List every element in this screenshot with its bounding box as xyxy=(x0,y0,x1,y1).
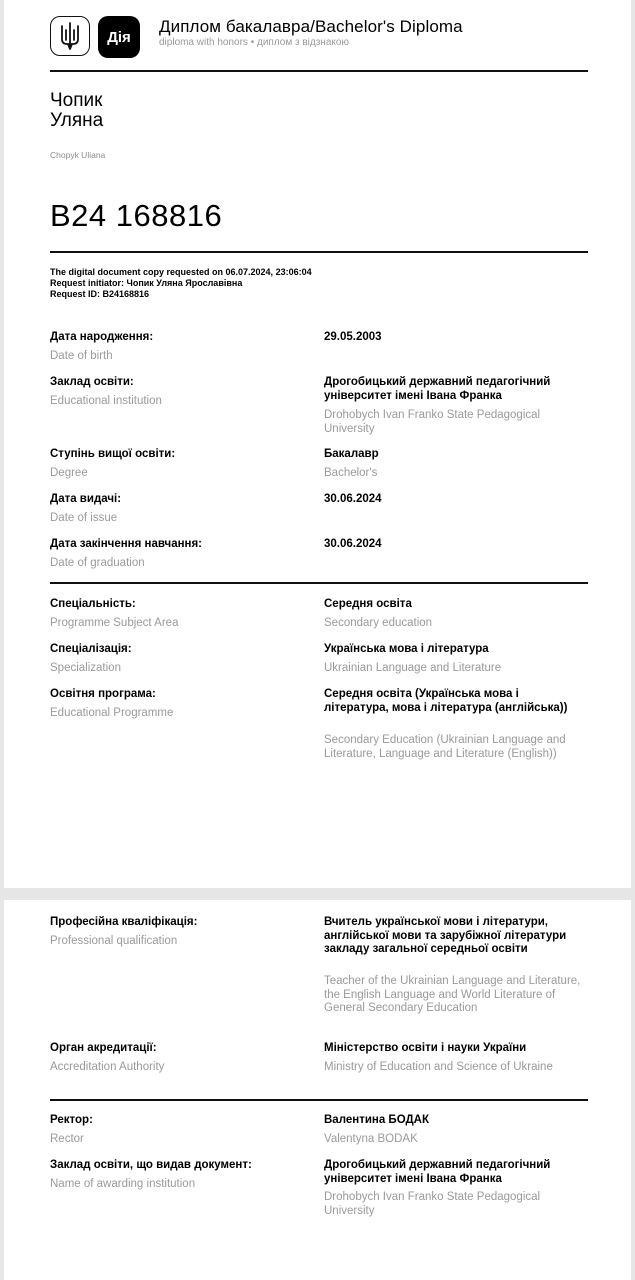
issue-date-label-en: Date of issue xyxy=(50,512,118,524)
request-initiator: Request initiator: Чопик Уляна Ярославівна xyxy=(50,278,243,288)
request-info xyxy=(50,267,312,300)
degree-value: Бакалавр xyxy=(324,448,379,460)
specialty-value: Середня освіта xyxy=(324,598,412,610)
degree-label-en: Degree xyxy=(50,467,88,479)
programme-label: Освітня програма: xyxy=(50,688,156,700)
qualification-label-en: Professional qualification xyxy=(50,935,178,947)
graduation-date-value: 30.06.2024 xyxy=(324,538,382,550)
programme-label-en: Educational Programme xyxy=(50,707,174,719)
specialty-value-en: Secondary education xyxy=(324,617,433,629)
birth-label: Дата народження: xyxy=(50,331,154,343)
divider xyxy=(50,251,588,253)
graduation-date-label-en: Date of graduation xyxy=(50,557,145,569)
rector-label-en: Rector xyxy=(50,1133,84,1145)
awarding-institution-label: Заклад освіти, що видав документ: xyxy=(50,1159,252,1171)
programme-value: Середня освіта (Українська мова і література, мова і література (англійська)) xyxy=(324,688,568,714)
document-title: Диплом бакалавра/Bachelor's Diploma xyxy=(159,17,463,36)
qualification-label: Професійна кваліфікація: xyxy=(50,916,198,928)
specialization-label: Спеціалізація: xyxy=(50,643,132,655)
specialization-value: Українська мова і література xyxy=(324,643,489,655)
holder-surname: Чопик xyxy=(50,90,103,111)
issue-date-label: Дата видачі: xyxy=(50,493,122,505)
birth-value: 29.05.2003 xyxy=(324,331,382,343)
qualification-value-en: Teacher of the Ukrainian Language and Literature, the English Language and World Literature of General Secondary Education xyxy=(324,975,581,1014)
divider xyxy=(50,1099,588,1101)
document-header xyxy=(50,16,588,58)
document-page-1 xyxy=(4,0,631,888)
institution-value-en: Drohobych Ivan Franko State Pedagogical University xyxy=(324,409,541,435)
holder-name-latin: Chopyk Uliana xyxy=(50,150,106,160)
request-date: The digital document copy requested on 06.07.2024, 23:06:04 xyxy=(50,267,312,277)
qualification-value: Вчитель української мови і літератури, англійської мови та зарубіжної літератури закладу загальної середньої освіти xyxy=(324,916,567,955)
institution-value: Дрогобицький державний педагогічний університет імені Івана Франка xyxy=(324,376,551,402)
specialization-label-en: Specialization xyxy=(50,662,121,674)
divider xyxy=(50,582,588,584)
awarding-institution-value-en: Drohobych Ivan Franko State Pedagogical University xyxy=(324,1191,541,1217)
awarding-institution-label-en: Name of awarding institution xyxy=(50,1178,196,1190)
document-number: B24 168816 xyxy=(50,198,223,233)
birth-label-en: Date of birth xyxy=(50,350,113,362)
degree-label: Ступінь вищої освіти: xyxy=(50,448,176,460)
specialty-label: Спеціальність: xyxy=(50,598,136,610)
institution-label: Заклад освіти: xyxy=(50,376,134,388)
document-page-2 xyxy=(4,900,631,1280)
specialty-label-en: Programme Subject Area xyxy=(50,617,179,629)
institution-label-en: Educational institution xyxy=(50,395,162,407)
holder-given-name: Уляна xyxy=(50,110,104,131)
accreditation-value-en: Ministry of Education and Science of Ukraine xyxy=(324,1061,553,1073)
programme-value-en: Secondary Education (Ukrainian Language and Literature, Language and Literature (English)) xyxy=(324,734,566,760)
divider xyxy=(50,70,588,72)
issue-date-value: 30.06.2024 xyxy=(324,493,382,505)
trident-icon xyxy=(50,16,90,56)
request-id: Request ID: B24168816 xyxy=(50,289,150,299)
accreditation-label-en: Accreditation Authority xyxy=(50,1061,165,1073)
graduation-date-label: Дата закінчення навчання: xyxy=(50,538,203,550)
accreditation-label: Орган акредитації: xyxy=(50,1042,157,1054)
rector-value-en: Valentyna BODAK xyxy=(324,1133,418,1145)
awarding-institution-value: Дрогобицький державний педагогічний університет імені Івана Франка xyxy=(324,1159,551,1185)
degree-value-en: Bachelor's xyxy=(324,467,378,479)
accreditation-value: Міністерство освіти і науки України xyxy=(324,1042,527,1054)
rector-value: Валентина БОДАК xyxy=(324,1114,430,1126)
specialization-value-en: Ukrainian Language and Literature xyxy=(324,662,502,674)
document-subtitle: diploma with honors • диплом з відзнакою xyxy=(159,37,349,48)
diia-logo: Дія xyxy=(98,16,140,58)
rector-label: Ректор: xyxy=(50,1114,93,1126)
